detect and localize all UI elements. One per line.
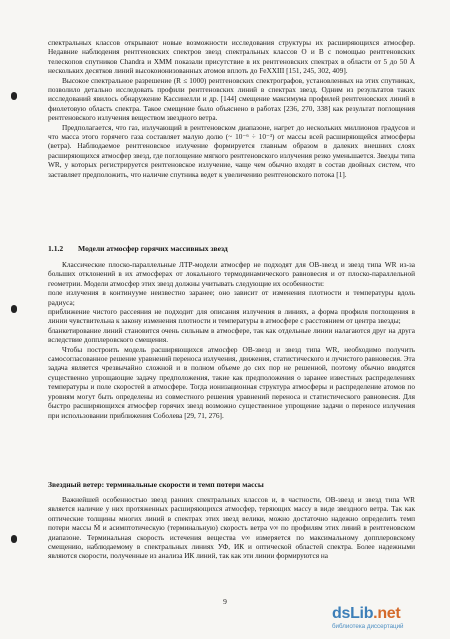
section-title: Модели атмосфер горячих массивных звезд: [78, 244, 228, 253]
paragraph: Важнейшей особенностью звезд ранних спектральных классов и, в частности, ОВ-звезд и звезд типа WR является наличие у них протяженных расширяющихся атмосфер, теряющих массу в виде звездного ветра. Так как оптические толщины многих линий в спектрах этих звезд велики, можно достаточно надежно определить темп потери массы Ṁ и асимптотическую (терминальную) скорость ветра v∞ по профилям этих линий в рентгеновском диапазоне. Терминальная скорость истечения вещества v∞ измеряется по максимальному допплеровскому смещению, наблюдаемому в спектральных линиях УФ, ИК и оптической областей спектра. Более надежными являются скорости, полученные из анализа ИК линий, так как эти линии формируются на: [48, 495, 415, 561]
body-text-top: [48, 38, 415, 179]
binding-hole-marker: [11, 305, 17, 313]
list-item: приближение чистого рассеяния не подходит для описания излучения в линиях, а форма профиля поглощения в линии чувствительна к закону изменения плотности и температуры в атмосфере с расстоянием от центра звезды;: [48, 307, 415, 326]
list-item: бланкетирование линий становится очень сильным в атмосфере, так как отдельные линии налагаются друг на друга вследствие допплеровского смещения.: [48, 325, 415, 345]
paragraph: Высокое спектральное разрешение (R ≤ 1000) рентгеновских спектрографов, установленных на этих спутниках, позволило детально исследовать профили рентгеновских линий в спектрах звезд. Одним из результатов таких исследований явилось обнаружение Кассинелли и др. [144] смещение максимума профилей рентгеновских линий в фиолетовую область спектра. Такое смещение было объяснено в работах [236, 270, 338] как результат поглощения рентгеновского излучения веществом звездного ветра.: [48, 75, 415, 123]
paragraph: Классические плоско-параллельные ЛТР-модели атмосфер не подходят для ОВ-звезд и звезд типа WR из-за больших отклонений в их атмосферах от локального термодинамического равновесия и от плоско-параллельной геометрии. Модели атмосфер этих звезд должны учитывать следующие их особенности:: [48, 260, 415, 288]
paragraph: спектральных классов открывают новые возможности исследования структуры их расширяющихся атмосфер. Недавние наблюдения рентгеновских спектров звезд спектральных классов O и B с помощью рентгеновских телескопов спутников Chandra и XMM показали присутствие в их рентгеновских спектрах в области от 5 до 50 Å нескольких десятков линий высокоионизованных атомов вплоть до FeXXIII [151, 245, 302, 409].: [48, 38, 415, 76]
page-number: 9: [223, 597, 227, 606]
binding-hole-marker: [11, 535, 17, 543]
site-watermark[interactable]: [332, 605, 442, 631]
section-title: Звездный ветер: терминальные скорости и темп потери массы: [48, 480, 264, 489]
section-heading-wind: [48, 480, 415, 490]
body-text-middle: [48, 260, 415, 420]
watermark-subtitle: библиотека диссертаций: [332, 623, 404, 630]
paragraph: Чтобы построить модель расширяющихся атмосфер ОВ-звезд и звезд типа WR, необходимо получить самосогласованное решение уравнений переноса излучения, движения, статистического и лучистого равновесия. Эта задача является чрезвычайно сложной и в полном объеме до сих пор не решенной, поэтому обычно вводятся существенно упрощающие задачу предположения, такие как предположения о заранее известных распределениях температуры и поле скоростей в атмосфере. Тогда ионизационная структура атмосферы и распределение атомов по уровням могут быть определены из совместного решения уравнений переноса и статистического равновесия. Для быстро расширяющихся атмосфер горячих звезд возможно существенное упрощение задачи о переносе излучения при использовании приближения Соболева [29, 71, 276].: [48, 344, 415, 420]
body-text-bottom: [48, 495, 415, 561]
list-item: поле излучения в континууме неизвестно заранее; оно зависит от изменения плотности и температуры вдоль радиуса;: [48, 288, 415, 307]
watermark-logo: dsLib.net: [332, 605, 401, 622]
section-heading-1-1-2: [48, 244, 415, 254]
binding-hole-marker: [11, 92, 17, 100]
paragraph: Предполагается, что газ, излучающий в рентгеновском диапазоне, нагрет до нескольких миллионов градусов и что масса этого горячего газа составляет малую долю (~ 10⁻⁶ ÷ 10⁻³) от массы всей расширяющейся атмосферы (ветра). Наблюдаемое рентгеновское излучение формируется главным образом в далеких внешних слоях расширяющихся атмосфер звезд, где поглощение мягкого рентгеновского излучения резко уменьшается. Звезды типа WR, у которых регистрируется рентгеновское излучение, чаще чем обычно входят в состав двойных систем, что заставляет предположить, что наличие спутника ведет к увеличению рентгеновского потока [1].: [48, 122, 415, 179]
section-number: 1.1.2: [48, 244, 64, 253]
